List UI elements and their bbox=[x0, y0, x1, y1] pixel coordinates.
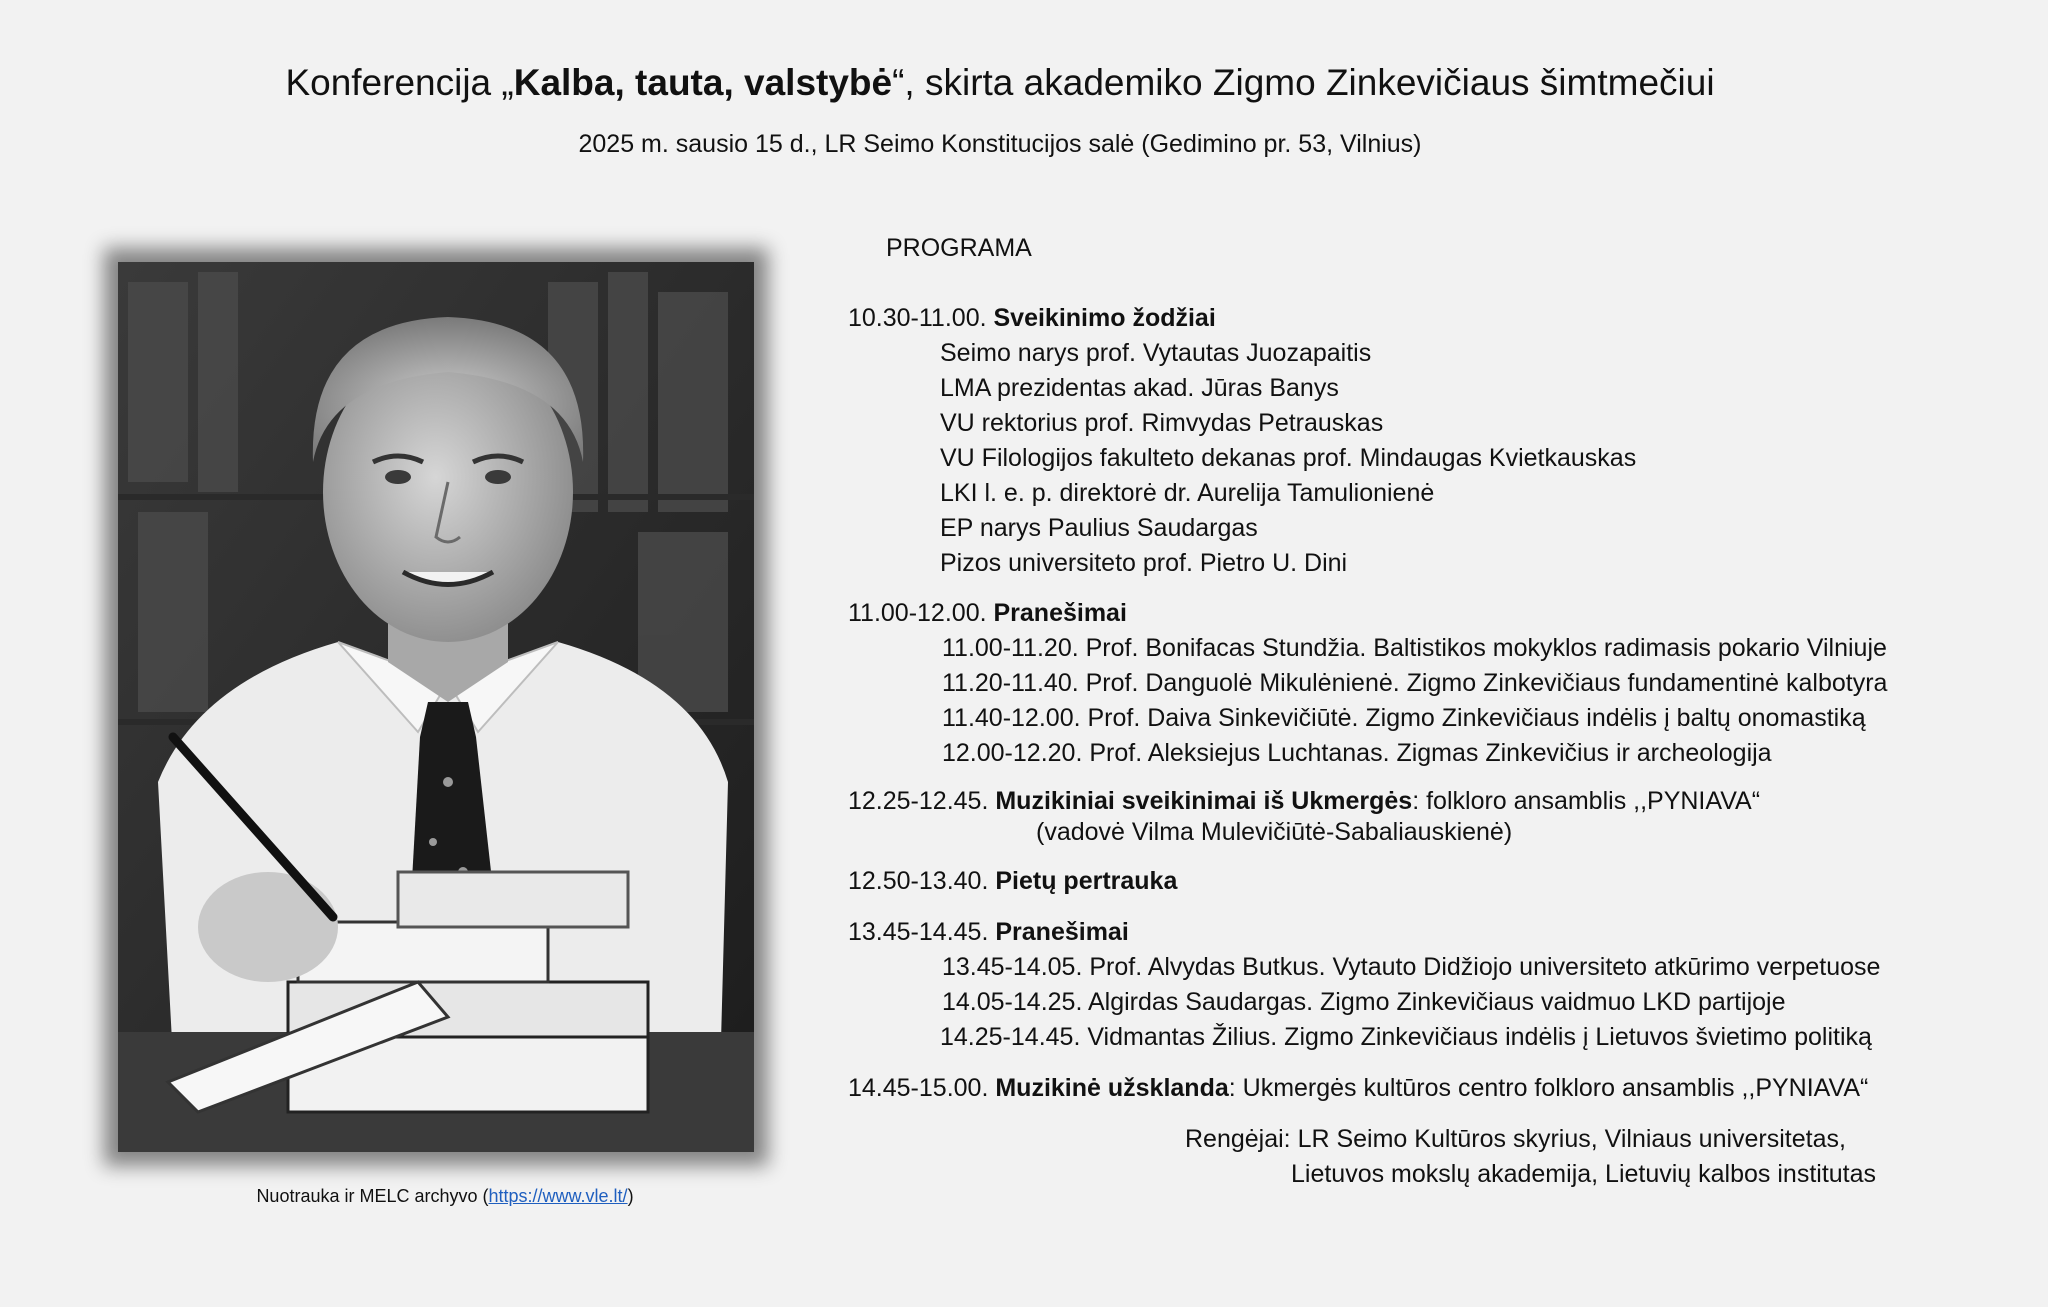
session-3-title: Muzikiniai sveikinimai iš Ukmergės bbox=[995, 787, 1413, 815]
session-2-item: 11.00-11.20. Prof. Bonifacas Stundžia. Baltistikos mokyklos radimasis pokario Vilniuje bbox=[942, 634, 1887, 662]
caption-suffix: ) bbox=[627, 1186, 634, 1206]
session-2-header bbox=[848, 599, 1127, 628]
session-1-item: EP narys Paulius Saudargas bbox=[940, 514, 1258, 542]
organizers-line-1: Rengėjai: LR Seimo Kultūros skyrius, Vilniaus universitetas, bbox=[1185, 1125, 1846, 1153]
title-bold: Kalba, tauta, valstybė bbox=[513, 62, 893, 103]
session-5-item: 13.45-14.05. Prof. Alvydas Butkus. Vytauto Didžiojo universiteto atkūrimo verpetuose bbox=[942, 953, 1881, 981]
session-2-item: 11.20-11.40. Prof. Danguolė Mikulėnienė. Zigmo Zinkevičiaus fundamentinė kalbotyra bbox=[942, 669, 1888, 697]
organizers-line-2: Lietuvos mokslų akademija, Lietuvių kalbos institutas bbox=[1291, 1160, 1877, 1188]
session-6-rest: : Ukmergės kultūros centro folkloro ansamblis ,,PYNIAVA“ bbox=[1228, 1074, 1869, 1102]
event-date-location: 2025 m. sausio 15 d., LR Seimo Konstitucijos salė (Gedimino pr. 53, Vilnius) bbox=[578, 130, 1422, 158]
page-title bbox=[0, 62, 2000, 104]
session-3-note: (vadovė Vilma Mulevičiūtė-Sabaliauskienė) bbox=[1036, 818, 1513, 846]
session-6-header bbox=[848, 1074, 1868, 1103]
session-3-rest: : folkloro ansamblis ,,PYNIAVA“ bbox=[1412, 787, 1761, 815]
session-2-item: 12.00-12.20. Prof. Aleksiejus Luchtanas. Zigmas Zinkevičius ir archeologija bbox=[942, 739, 1772, 767]
session-5-item: 14.25-14.45. Vidmantas Žilius. Zigmo Zinkevičiaus indėlis į Lietuvos švietimo politiką bbox=[940, 1023, 1872, 1051]
session-1-time: 10.30-11.00. bbox=[848, 304, 987, 332]
session-6-time: 14.45-15.00. bbox=[848, 1074, 989, 1102]
session-3-header bbox=[848, 787, 1760, 816]
session-1-title: Sveikinimo žodžiai bbox=[993, 304, 1216, 332]
session-3-time: 12.25-12.45. bbox=[848, 787, 989, 815]
session-2-title: Pranešimai bbox=[993, 599, 1127, 627]
session-1-item: LKI l. e. p. direktorė dr. Aurelija Tamulionienė bbox=[940, 479, 1435, 507]
session-6-title: Muzikinė užsklanda bbox=[995, 1074, 1229, 1102]
session-5-header bbox=[848, 918, 1129, 947]
title-suffix: “, skirta akademiko Zigmo Zinkevičiaus šimtmečiui bbox=[892, 62, 1715, 103]
program-heading: PROGRAMA bbox=[886, 234, 1032, 262]
session-5-time: 13.45-14.45. bbox=[848, 918, 989, 946]
session-5-item: 14.05-14.25. Algirdas Saudargas. Zigmo Zinkevičiaus vaidmuo LKD partijoje bbox=[942, 988, 1786, 1016]
portrait-photo bbox=[118, 262, 754, 1152]
caption-link[interactable]: https://www.vle.lt/ bbox=[488, 1186, 628, 1206]
session-2-time: 11.00-12.00. bbox=[848, 599, 987, 627]
title-prefix: Konferencija „ bbox=[285, 62, 514, 103]
session-4-time: 12.50-13.40. bbox=[848, 867, 989, 895]
session-1-item: VU rektorius prof. Rimvydas Petrauskas bbox=[940, 409, 1384, 437]
session-1-item: LMA prezidentas akad. Jūras Banys bbox=[940, 374, 1339, 402]
session-1-item: Pizos universiteto prof. Pietro U. Dini bbox=[940, 549, 1348, 577]
session-4-header bbox=[848, 867, 1177, 896]
session-1-header bbox=[848, 304, 1216, 333]
session-1-item: VU Filologijos fakulteto dekanas prof. Mindaugas Kvietkauskas bbox=[940, 444, 1637, 472]
portrait-illustration bbox=[118, 262, 754, 1152]
caption-prefix: Nuotrauka ir MELC archyvo ( bbox=[256, 1186, 489, 1206]
session-1-item: Seimo narys prof. Vytautas Juozapaitis bbox=[940, 339, 1372, 367]
photo-caption bbox=[118, 1186, 772, 1207]
session-4-title: Pietų pertrauka bbox=[995, 867, 1178, 895]
session-2-item: 11.40-12.00. Prof. Daiva Sinkevičiūtė. Zigmo Zinkevičiaus indėlis į baltų onomastiką bbox=[942, 704, 1866, 732]
session-5-title: Pranešimai bbox=[995, 918, 1129, 946]
